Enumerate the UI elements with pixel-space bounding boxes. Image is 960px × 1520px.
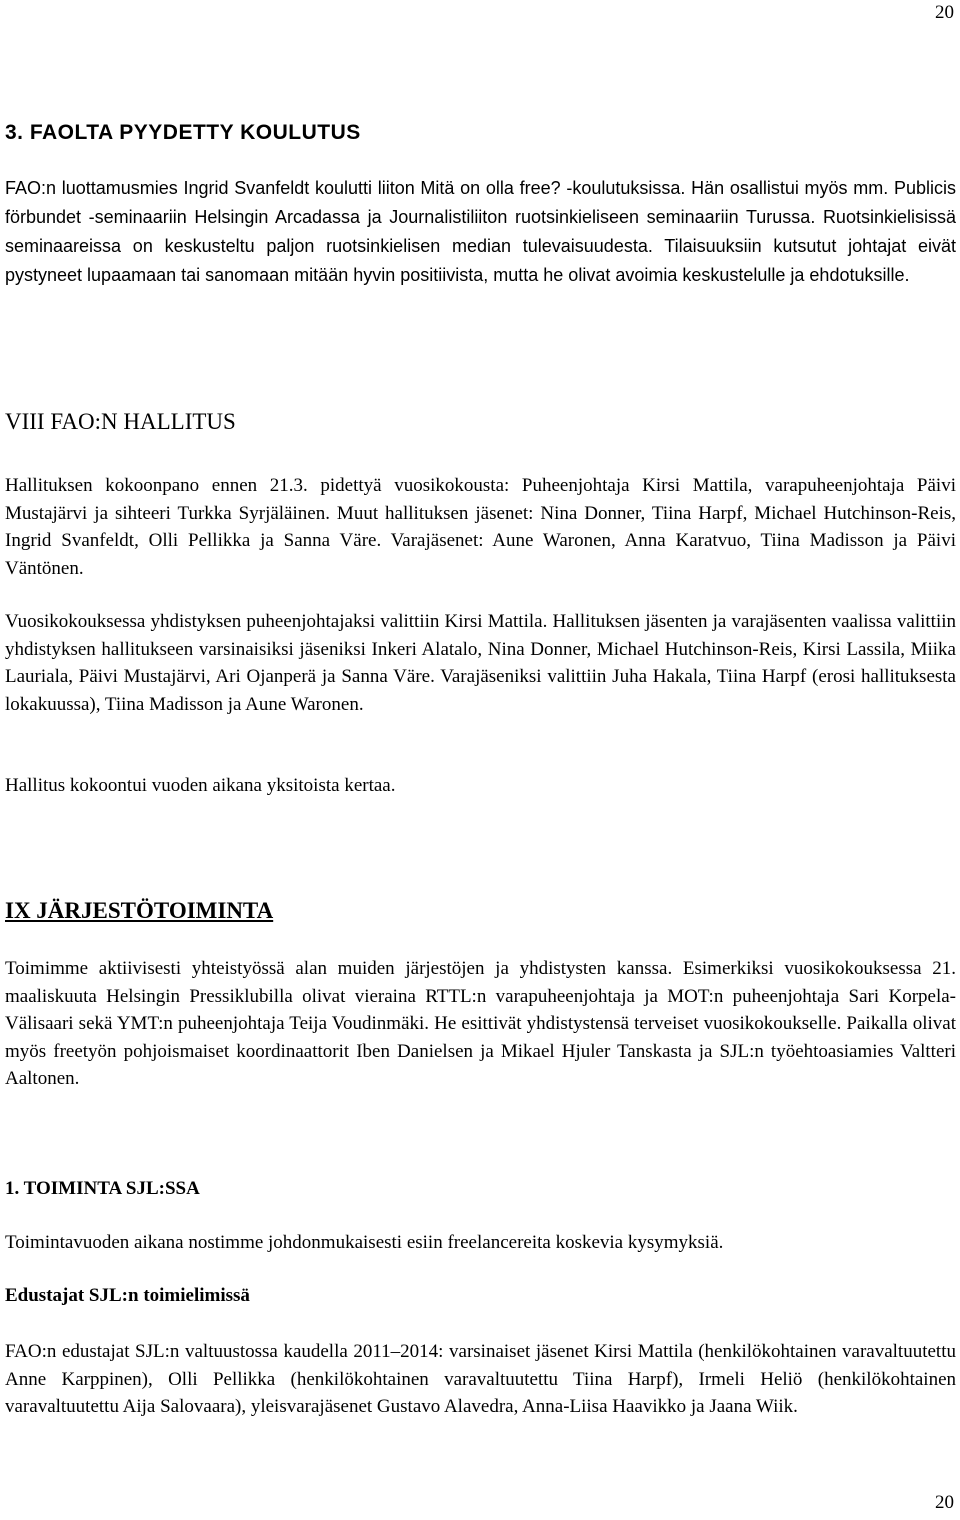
representatives-paragraph: FAO:n edustajat SJL:n valtuustossa kaudella 2011–2014: varsinaiset jäsenet Kirsi Mattila (henkilökohtainen varavaltuutettu Anne Karppinen), Olli Pellikka (henkilökohtainen varavaltuutettu Tiina Harpf), Irmeli Heliö (henkilökohtainen varavaltuutettu Aija Salovaara), yleisvarajäsenet Gustavo Alavedra, Anna-Liisa Haavikko ja Jaana Wiik. [5,1341,956,1417]
section-8-heading: VIII FAO:N HALLITUS [5,409,236,434]
organization-activity-paragraph: Toimimme aktiivisesti yhteistyössä alan muiden järjestöjen ja yhdistysten kanssa. Esimerkiksi vuosikokouksessa 21. maaliskuuta Helsingin Pressiklubilla olivat vieraina RTTL:n varapuheenjohtaja ja MOT:n puheenjohtaja Sari Korpela-Välisaari sekä YMT:n puheenjohtaja Teija Voudinmäki. He esittivät yhdistystensä terveiset vuosikokoukselle. Paikalla olivat myös freetyön pohjoismaiset koordinaattorit Iben Danielsen ja Mikael Hjuler Tanskasta ja SJL:n työehtoasiamies Valtteri Aaltonen. [5,958,956,1089]
section-3-paragraph: FAO:n luottamusmies Ingrid Svanfeldt koulutti liiton Mitä on olla free? -koulutuksissa. Hän osallistui myös mm. Publicis förbundet -seminaariin Helsingin Arcadassa ja Journalistiliiton ruotsinkieliseen seminaariin Turussa. Ruotsinkielisissä seminaareissa on keskusteltu paljon ruotsinkielisen median tulevaisuudesta. Tilaisuuksiin kutsutut johtajat eivät pystyneet lupaamaan tai sanomaan mitään hyvin positiivista, mutta he olivat avoimia keskustelulle ja ehdotuksille. [5,178,956,285]
sjl-activity-heading: 1. TOIMINTA SJL:SSA [5,1178,200,1199]
board-meetings-paragraph: Hallitus kokoontui vuoden aikana yksitoista kertaa. [5,775,396,796]
annual-meeting-paragraph: Vuosikokouksessa yhdistyksen puheenjohtajaksi valittiin Kirsi Mattila. Hallituksen jäsenten ja varajäsenten vaalissa valittiin yhdistyksen hallitukseen varsinaisiksi jäseniksi Inkeri Alatalo, Nina Donner, Michael Hutchinson-Reis, Kirsi Lassila, Miika Lauriala, Päivi Mustajärvi, Ari Ojanperä ja Sanna Väre. Varajäseniksi valittiin Juha Hakala, Tiina Harpf (erosi hallituksesta lokakuussa), Tiina Madisson ja Aune Waronen. [5,611,956,715]
page-number-bottom: 20 [935,1492,954,1513]
page-number-top: 20 [935,2,954,23]
sjl-activity-paragraph: Toimintavuoden aikana nostimme johdonmukaisesti esiin freelancereita koskevia kysymyksiä. [5,1232,724,1253]
section-9-heading: IX JÄRJESTÖTOIMINTA [5,898,274,923]
representatives-heading: Edustajat SJL:n toimielimissä [5,1285,250,1306]
board-composition-paragraph: Hallituksen kokoonpano ennen 21.3. pidettyä vuosikokousta: Puheenjohtaja Kirsi Mattila, varapuheenjohtaja Päivi Mustajärvi ja sihteeri Turkka Syrjäläinen. Muut hallituksen jäsenet: Nina Donner, Tiina Harpf, Michael Hutchinson-Reis, Ingrid Svanfeldt, Olli Pellikka ja Sanna Väre. Varajäsenet: Aune Waronen, Anna Karatvuo, Tiina Madisson ja Päivi Väntönen. [5,475,956,579]
section-3-heading: 3. FAOLTA PYYDETTY KOULUTUS [5,121,361,144]
